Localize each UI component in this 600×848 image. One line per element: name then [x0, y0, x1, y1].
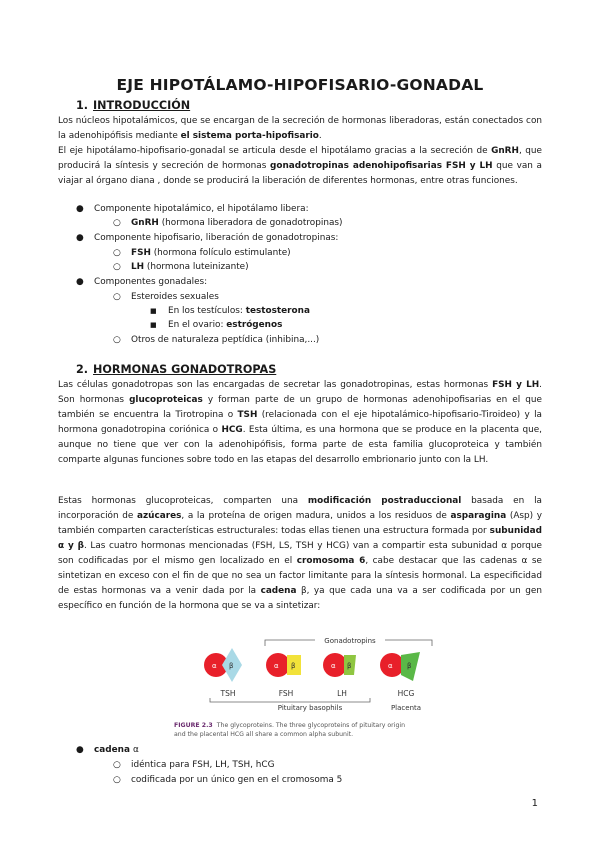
section-heading-introduccion: [76, 99, 190, 112]
lh-alpha-label: α: [331, 662, 336, 670]
section-title: INTRODUCCIÓN: [93, 99, 191, 112]
tsh-alpha-label: α: [212, 662, 217, 670]
lh-beta-label: β: [347, 662, 352, 670]
circle-bullet-icon: ○: [113, 335, 121, 345]
figure-caption-line-2: and the placental HCG all share a common alpha subunit.: [174, 731, 354, 738]
circle-bullet-icon: ○: [113, 262, 121, 272]
paragraph-hormonas-2: Estas hormonas glucoproteicas, comparten una modificación postraduccional basada en la incorporación de azúcares, a la proteína de origen madura, unidos a los residuos de asparagina (Asp) y también comparten características estructurales: todas ellas tienen una estructura formada por subunidad α y β. Las cuatro hormonas mencionadas (FSH, LS, TSH y HCG) van a compartir esta subunidad α porque son codificadas por el mismo gen localizado en el cromosoma 6, cabe destacar que las cadenas α se sintetizan en exceso con el fin de que no sea un factor limitante para la síntesis hormonal. La especificidad de estas hormonas va a venir dada por la cadena β, ya que cada una va a ser codificada por un gen específico en función de la hormona que se va a sintetizar:: [58, 496, 542, 611]
list-item: FSH (hormona folículo estimulante): [131, 248, 291, 258]
hcg-alpha-label: α: [388, 662, 393, 670]
basophils-label: Pituitary basophils: [277, 704, 343, 712]
bullet-icon: ●: [76, 277, 84, 287]
list-item: Componente hipotalámico, el hipotálamo libera:: [94, 204, 309, 214]
fsh-label: FSH: [278, 689, 294, 698]
paragraph-intro-1: Los núcleos hipotalámicos, que se encargan de la secreción de hormonas liberadoras, están conectados con la adenohipófisis mediante el sistema porta-hipofisario.: [58, 116, 542, 141]
fsh-alpha-label: α: [274, 662, 279, 670]
list-item: En los testículos: testosterona: [168, 306, 310, 316]
hcg-beta-label: β: [407, 662, 412, 670]
hcg-label: HCG: [397, 689, 415, 698]
tsh-beta-label: β: [229, 662, 234, 670]
bullet-icon: ●: [76, 745, 84, 755]
list-item: cadena α: [94, 745, 139, 755]
glycoprotein-figure: [170, 634, 442, 738]
list-item: LH (hormona luteinizante): [131, 262, 249, 272]
paragraph-intro-2: El eje hipotálamo-hipofisario-gonadal se articula desde el hipotálamo gracias a la secreción de GnRH, que producirá la síntesis y secreción de hormonas gonadotropinas adenohipofisarias FSH y LH que van a viajar al órgano diana , donde se producirá la liberación de diferentes hormonas, entre otras funciones.: [58, 146, 542, 186]
list-item: idéntica para FSH, LH, TSH, hCG: [131, 760, 275, 770]
document-title: EJE HIPOTÁLAMO-HIPOFISARIO-GONADAL: [116, 76, 484, 94]
list-item: Otros de naturaleza peptídica (inhibina,...): [131, 335, 320, 345]
circle-bullet-icon: ○: [113, 292, 121, 302]
circle-bullet-icon: ○: [113, 760, 121, 770]
section-number: 2.: [76, 363, 89, 376]
bullet-icon: ●: [76, 204, 84, 214]
list-item: GnRH (hormona liberadora de gonadotropinas): [131, 218, 343, 228]
section-title: HORMONAS GONADOTROPAS: [93, 363, 277, 376]
circle-bullet-icon: ○: [113, 218, 121, 228]
gonadotropins-label: Gonadotropins: [324, 637, 376, 645]
square-bullet-icon: ■: [150, 307, 157, 315]
lh-label: LH: [337, 689, 347, 698]
tsh-label: TSH: [220, 689, 236, 698]
section-number: 1.: [76, 99, 89, 112]
circle-bullet-icon: ○: [113, 248, 121, 258]
paragraph-hormonas-1: Las células gonadotropas son las encargadas de secretar las gonadotropinas, estas hormonas FSH y LH. Son hormonas glucoproteicas y forman parte de un grupo de hormonas adenohipofisarias en el que también se encuentra la Tirotropina o TSH (relacionada con el eje hipotalámico-hipofisario-Tiroideo) y la hormona gonadotropina coriónica o HCG. Esta última, es una hormona que se produce en la placenta que, aunque no tiene que ver con la adenohipófisis, forma parte de esta familia glucoproteica y también comparte algunas funciones sobre todo en las etapas del desarrollo embrionario junto con la LH.: [58, 380, 542, 465]
circle-bullet-icon: ○: [113, 775, 121, 785]
basophils-bracket: [210, 698, 370, 702]
figure-caption-line-1: FIGURE 2.3 The glycoproteins. The three glycoproteins of pituitary origin: [174, 722, 406, 729]
bullet-icon: ●: [76, 233, 84, 243]
list-item: Componente hipofisario, liberación de gonadotropinas:: [94, 233, 339, 243]
list-item: Esteroides sexuales: [131, 292, 219, 302]
placenta-label: Placenta: [390, 704, 422, 712]
square-bullet-icon: ■: [150, 321, 157, 329]
page-number: 1: [531, 798, 538, 809]
section-heading-hormonas: [76, 363, 276, 376]
list-item: codificada por un único gen en el cromosoma 5: [131, 775, 343, 785]
fsh-beta-label: β: [291, 662, 296, 670]
list-item: Componentes gonadales:: [94, 277, 208, 287]
list-item: En el ovario: estrógenos: [168, 320, 283, 330]
